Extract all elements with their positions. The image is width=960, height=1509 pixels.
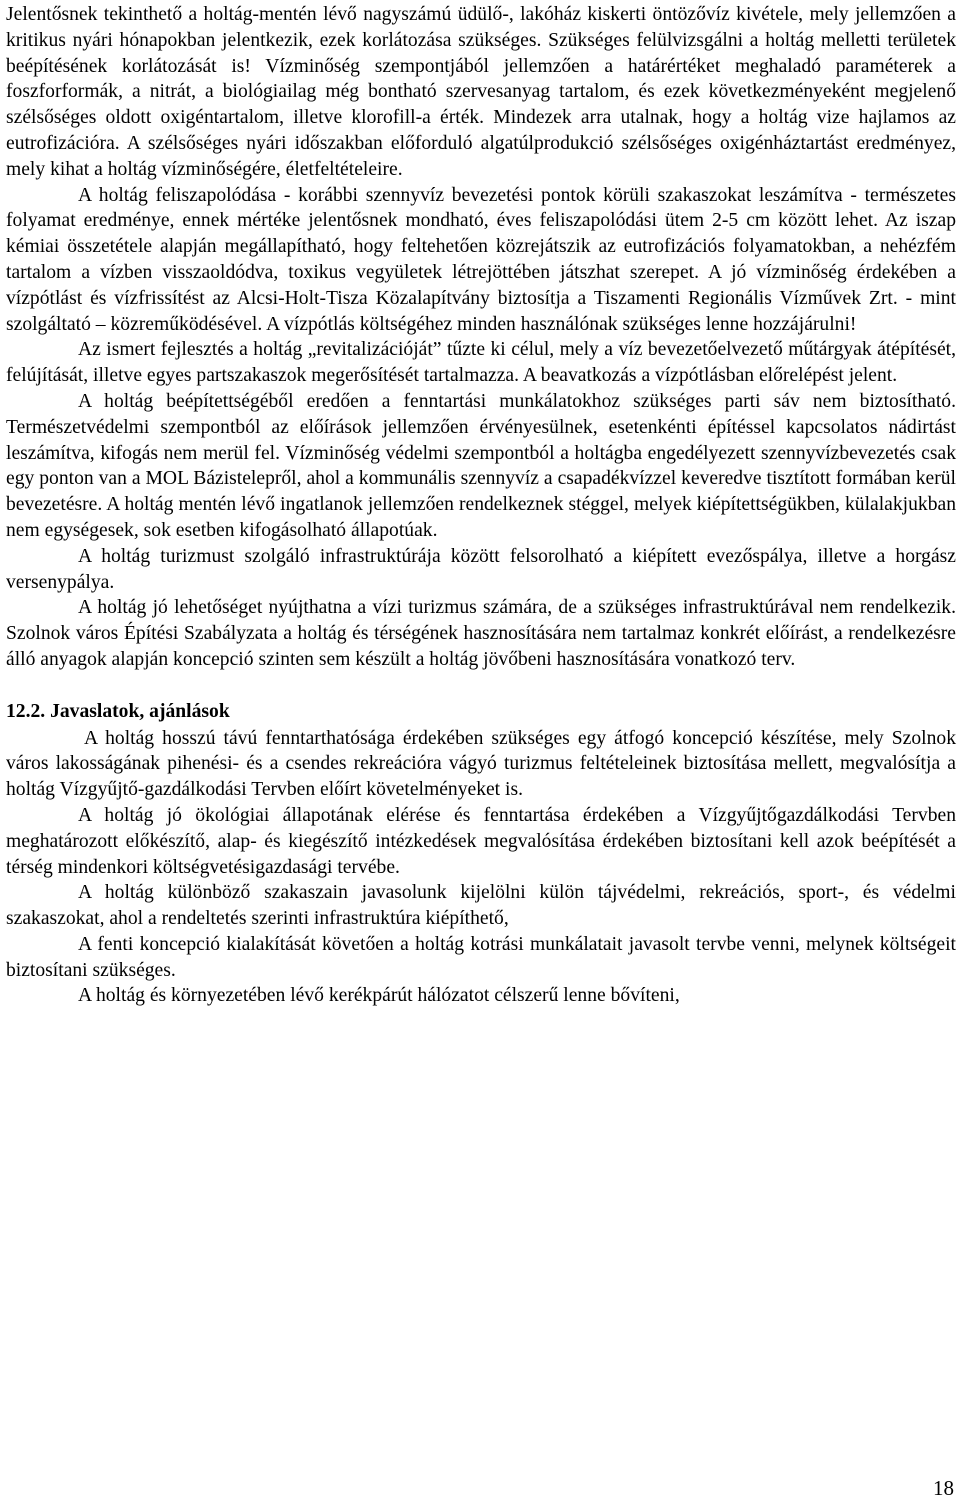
paragraph: A holtág feliszapolódása - korábbi szennyvíz bevezetési pontok körüli szakaszokat leszámítva - természetes folyamat eredménye, ennek mértéke jelentősnek mondható, éves feliszapolódási ütem 2-5 cm között lehet. Az iszap kémiai összetétele alapján megállapítható, hogy feltehetően közrejátszik az eutrofizációs folyamatokban, a nehézfém tartalom a vízben visszaoldódva, toxikus vegyületek létrejöttében játszhat szerepet. A jó vízminőség érdekében a vízpótlást és vízfrissítést az Alcsi-Holt-Tisza Közalapítvány biztosítja a Tiszamenti Regionális Vízművek Zrt. - mint szolgáltató – közreműködésével. A vízpótlás költségéhez minden használónak szükséges lenne hozzájárulni!: [6, 184, 956, 335]
document-page: [6, 2, 956, 1009]
paragraph: A holtág jó ökológiai állapotának elérése és fenntartása érdekében a Vízgyűjtőgazdálkodási Tervben meghatározott előkészítő, alap- és kiegészítő intézkedések megvalósítása érdekében biztosítani kell azok beépítését a térség mindenkori költségvetésigazdasági tervébe.: [6, 804, 956, 878]
paragraph: Jelentősnek tekinthető a holtág-mentén lévő nagyszámú üdülő-, lakóház kiskerti öntözővíz kivétele, mely jellemzően a kritikus nyári hónapokban jelentkezik, ezek korlátozása szükséges. Szükséges felülvizsgálni a holtág melletti területek beépítésének korlátozását is! Vízminőség szempontjából jellemzően a határértéket meghaladó paraméterek a foszforformák, a nitrát, a biológiailag még bontható szervesanyag tartalom, és ezek következményeként megjelenő szélsőséges oldott oxigéntartalom, illetve klorofill-a érték. Mindezek arra utalnak, hogy a holtág vize hajlamos az eutrofizációra. A szélsőséges nyári időszakban előforduló algatúlprodukció szélsőséges oxigénháztartást eredményez, mely kihat a holtág vízminőségére, életfeltételeire.: [6, 4, 956, 180]
page-number: 18: [933, 1476, 954, 1500]
paragraph: Az ismert fejlesztés a holtág „revitalizációját” tűzte ki célul, mely a víz bevezetőelvezető műtárgyak átépítését, felújítását, illetve egyes partszakaszok megerősítését tartalmazza. A beavatkozás a vízpótlásban előrelépést jelent.: [6, 339, 956, 387]
section-heading: 12.2. Javaslatok, ajánlások: [6, 700, 230, 722]
paragraph: A holtág beépítettségéből eredően a fenntartási munkálatokhoz szükséges parti sáv nem biztosítható. Természetvédelmi szempontból az előírások jellemzően érvényesülnek, esetenkénti építéssel kapcsolatos nádirtást leszámítva, kifogás nem merül fel. Vízminőség védelmi szempontból a holtágba engedélyezett szennyvízbevezetés csak egy ponton van a MOL Bázistelepről, ahol a kommunális szennyvíz a csapadékvízzel keveredve tisztított formában kerül bevezetésre. A holtág mentén lévő ingatlanok jellemzően rendelkeznek stéggel, melyek kiépítettségükben, külalakjukban nem egységesek, sok esetben kifogásolható állapotúak.: [6, 390, 956, 541]
paragraph: A holtág és környezetében lévő kerékpárút hálózatot célszerű lenne bővíteni,: [78, 985, 680, 1007]
paragraph: A holtág jó lehetőséget nyújthatna a vízi turizmus számára, de a szükséges infrastruktúrával nem rendelkezik. Szolnok város Építési Szabályzata a holtág és térségének hasznosítására nem tartalmaz konkrét előírást, a rendelkezésre álló anyagok alapján koncepció szinten sem készült a holtág jövőbeni hasznosítására vonatkozó terv.: [6, 597, 956, 670]
paragraph: A holtág különböző szakaszain javasolunk kijelölni külön tájvédelmi, rekreációs, sport-, és védelmi szakaszokat, ahol a rendeltetés szerinti infrastruktúra kiépíthető,: [6, 882, 956, 930]
paragraph: A holtág hosszú távú fenntarthatósága érdekében szükséges egy átfogó koncepció készítése, mely Szolnok város lakosságának pihenési- és a csendes rekreációra vágyó turizmus feltételeinek biztosítása mellett, megvalósítja a holtág Vízgyűjtő-gazdálkodási Tervben előírt követelményeket is.: [6, 727, 956, 801]
paragraph: A holtág turizmust szolgáló infrastruktúrája között felsorolható a kiépített evezőspálya, illetve a horgász versenypálya.: [6, 545, 956, 593]
paragraph: A fenti koncepció kialakítását követően a holtág kotrási munkálatait javasolt tervbe venni, melynek költségeit biztosítani szükséges.: [6, 933, 956, 981]
